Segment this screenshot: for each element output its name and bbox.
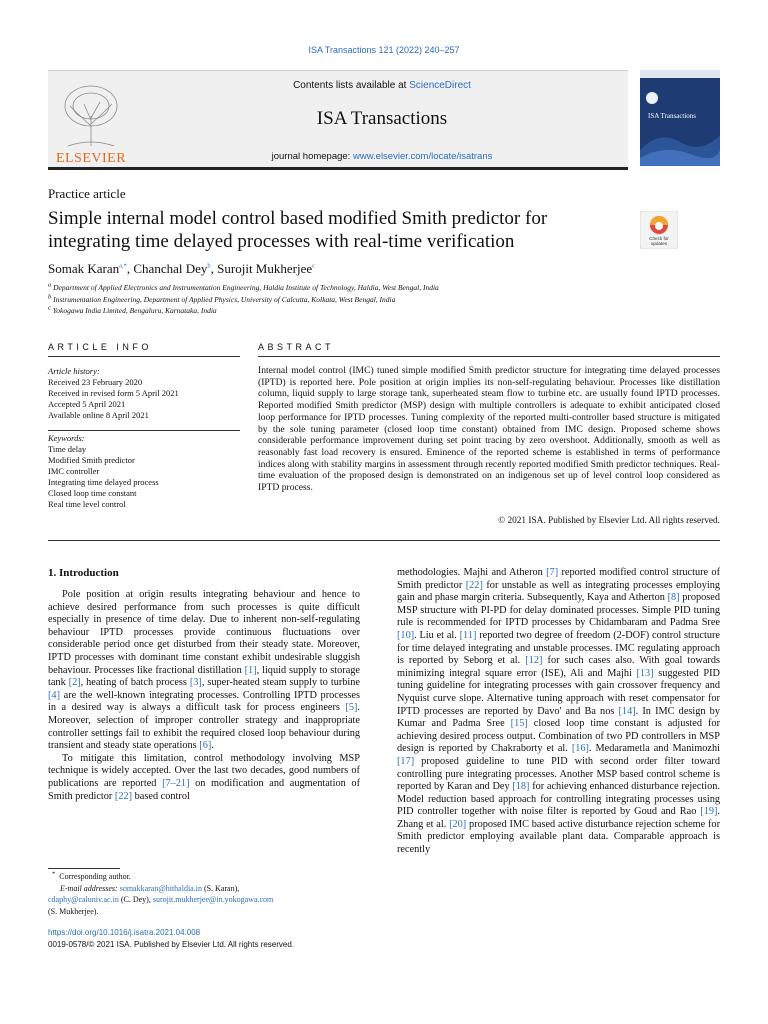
article-title-line2: integrating time delayed processes with real-time verification <box>48 231 515 252</box>
citation-link[interactable]: [2] <box>68 677 81 689</box>
corresponding-author-note <box>48 871 360 883</box>
journal-cover-image <box>640 70 720 166</box>
email-link[interactable]: somakkaran@hithaldia.in <box>119 883 202 893</box>
doi-url[interactable]: https://doi.org/10.1016/j.isatra.2021.04.008 <box>48 928 201 937</box>
email-line <box>48 894 360 906</box>
keyword-item: IMC controller <box>48 466 100 476</box>
paragraph: methodologies. Majhi and Atheron [7] reported modified control structure of Smith predictor [22] for unstable as well as integrating processes employing gain and phase margin criteria. Subsequently, Kaya and Atherton [8] proposed MSP structure with PI-PD for delay dominated processes. Simple PID tuning rule is recommended for IPTD processes by Chidambaram and Padma Sree [10]. Liu et al. [11] reported two degree of freedom (2-DOF) control structure for time delayed integrating and unstable processes. IMC regulating approach is reported by Seborg et al. [12] for such cases also. With goal towards minimizing integral square error (ISE), Ali and Majhi [13] suggested PID tuning guideline for integrating processes with gain crossover frequency and Nyquist curve slope. Alternative tuning approach with reset compensator for IPTD processes are reported by Davo' and Ba nos [14]. In IMC design by Kumar and Padma Sree [15] closed loop time constant is adjusted for achieving desired process output. Combination of two PD controllers in MSP design is reported by Chakraborty et al. [16]. Medarametla and Manimozhi [17] proposed guideline to tune PID with second order filter toward controlling pure integrating processes. Another MSP based control scheme is reported by Karan and Dey [18] for achieving enhanced disturbance rejection. Model reduction based approach for controlling integrating processes using PID controller together with noise filter is reported by Goud and Rao [19]. Zhang et al. [20] proposed IMC based active disturbance rejection scheme for Smith predictor employing available plant data. Comparable approach is recently <box>397 567 721 856</box>
corresponding-label: Corresponding author. <box>59 872 131 881</box>
email-owner: (S. Mukherjee). <box>48 906 99 916</box>
keyword-item: Real time level control <box>48 499 126 509</box>
keyword-list <box>48 433 240 510</box>
svg-text:updates: updates <box>650 241 668 246</box>
svg-text:Check for: Check for <box>649 236 669 241</box>
author-separator: , <box>210 261 218 276</box>
footnote-marker: * <box>52 870 56 878</box>
email-line <box>48 883 360 895</box>
body-column-right <box>397 567 720 857</box>
affiliation-marker: a <box>48 281 52 289</box>
citation-link[interactable]: [8] <box>667 592 680 604</box>
paragraph: Pole position at origin results integrating behaviour and hence to achieve desired performance from such processes is quite difficult especially in presence of time delay. Due to inherent non-self-regulating behaviour IPTD processes provide continuous fluctuations over considerable period once get disturbed from their steady state. Moreover, IPTD processes with dominant time constant exhibit undesirable sluggish behaviour. Processes like fractional distillation [1], liquid supply to storage tank [2], heating of batch process [3], super-heated steam supply to turbine [4] are the well-known integrating processes. Controlling IPTD processes in a desired way is always a difficult task for process engineers [5]. Moreover, selection of improper controller strategy and inappropriate controller settings fail to exhibit the required closed loop behaviour during transient and steady state operations [6]. <box>48 589 360 752</box>
section-heading-introduction: 1. Introduction <box>48 567 119 579</box>
journal-reference[interactable]: ISA Transactions 121 (2022) 240–257 <box>308 45 460 55</box>
citation-link[interactable]: [5] <box>345 702 358 714</box>
affiliation-item <box>48 305 439 317</box>
abstract-copyright: © 2021 ISA. Published by Elsevier Ltd. All rights reserved. <box>498 516 720 526</box>
email-label: E-mail addresses: <box>60 883 120 893</box>
author-separator: , <box>126 261 134 276</box>
citation-link[interactable]: [1] <box>244 664 257 676</box>
citation-link[interactable]: [6] <box>199 740 212 752</box>
article-info-heading: ARTICLE INFO <box>48 342 152 352</box>
author-name: Chanchal Dey <box>133 261 208 276</box>
homepage-line <box>136 151 628 162</box>
abstract-heading: ABSTRACT <box>258 342 335 352</box>
affiliation-list <box>48 282 439 317</box>
affiliation-item <box>48 294 439 306</box>
elsevier-wordmark: ELSEVIER <box>55 151 127 164</box>
citation-link[interactable]: [16] <box>571 743 589 755</box>
author-affiliation-marker[interactable]: c <box>312 262 316 270</box>
citation-link[interactable]: [13] <box>636 667 654 679</box>
history-label: Article history: <box>48 366 100 376</box>
citation-link[interactable]: [20] <box>449 818 467 830</box>
citation-link[interactable]: [18] <box>512 781 530 793</box>
email-link[interactable]: cdaphy@caluniv.ac.in <box>48 895 119 904</box>
article-type: Practice article <box>48 186 126 201</box>
author-list <box>48 261 315 277</box>
journal-homepage-link[interactable]: www.elsevier.com/locate/isatrans <box>352 151 493 162</box>
keyword-item: Time delay <box>48 444 87 454</box>
divider <box>48 540 720 541</box>
contents-line <box>136 80 628 91</box>
citation-link[interactable]: [11] <box>459 629 477 641</box>
author-name: Surojit Mukherjee <box>217 261 313 276</box>
article-history <box>48 366 240 421</box>
article-title <box>48 207 608 253</box>
email-owner: (S. Karan), <box>201 883 240 893</box>
citation-link[interactable]: [10] <box>397 629 415 641</box>
keyword-item: Closed loop time constant <box>48 488 137 498</box>
body-column-left <box>48 589 360 803</box>
author-name: Somak Karan <box>48 261 120 276</box>
citation-link[interactable]: [22] <box>114 790 133 802</box>
doi-link[interactable] <box>48 928 200 937</box>
history-item: Accepted 5 April 2021 <box>48 399 126 409</box>
citation-link[interactable]: [17] <box>397 755 415 767</box>
divider <box>48 430 240 431</box>
history-item: Received in revised form 5 April 2021 <box>48 388 179 398</box>
citation-link[interactable]: [7] <box>546 567 559 578</box>
keywords-label: Keywords: <box>48 433 85 443</box>
citation-link[interactable]: [14] <box>618 705 636 717</box>
citation-link[interactable]: [3] <box>189 677 202 689</box>
citation-link[interactable]: [19] <box>700 806 718 818</box>
author-affiliation-marker[interactable]: a,* <box>119 262 127 270</box>
abstract-text: Internal model control (IMC) tuned simple modified Smith predictor structure for integrating time delayed processes (IPTD) is reported here. Pole position at origin implies its non-self-regulating behaviour. Processes like distillation column, liquid supply to large storage tank, superheated steam flow to turbine etc. are usually found IPTD processes. Reported modified Smith predictor (MSP) design with multiple controllers is adequate to exhibit anticipated closed loop performance for IPTD processes. Tuning complexity of the reported multi-controller based structure is mitigated by the sole tuning parameter (closed loop time constant) obtained from IMC design. Proposed scheme shows considerable performance improvement during set point tracing by zero overshoot. Additionally, smooth as well as reasonably fast load recovery is ensured. Eminence of the reported scheme is established in terms of performance indices along with stability margins in assessment through recently reported modified Smith predictor techniques. Real-time evaluation of the proposed design is demonstrated on an indigenous set up of level control loop considered as IPTD process. <box>258 365 720 494</box>
elsevier-logo <box>48 76 134 164</box>
check-for-updates-icon[interactable] <box>640 211 678 249</box>
citation-link[interactable]: [4] <box>48 689 61 701</box>
divider <box>258 356 720 357</box>
author-affiliation-marker[interactable]: b <box>207 262 211 270</box>
contents-prefix: Contents lists available at <box>293 80 410 91</box>
article-title-line1: Simple internal model control based modified Smith predictor for <box>48 208 548 229</box>
affiliation-text: Department of Applied Electronics and Instrumentation Engineering, Haldia Institute of Technology, Haldia, West Bengal, India <box>53 283 439 292</box>
citation-link[interactable]: [22] <box>465 579 483 591</box>
affiliation-marker: b <box>48 293 52 300</box>
footnote-divider <box>48 868 120 869</box>
divider <box>48 356 240 357</box>
affiliation-text: Instrumentation Engineering, Department of Applied Physics, University of Calcutta, Kolkata, West Bengal, India <box>53 294 396 304</box>
affiliation-item <box>48 282 439 294</box>
homepage-prefix: journal homepage: <box>271 151 353 162</box>
history-item: Received 23 February 2020 <box>48 377 143 387</box>
affiliation-marker: c <box>48 304 51 312</box>
history-item: Available online 8 April 2021 <box>48 410 149 420</box>
citation-link[interactable]: [7–21] <box>162 777 190 789</box>
cover-title: ISA Transactions <box>648 112 697 120</box>
email-link[interactable]: surojit.mukherjee@in.yokogawa.com <box>152 895 274 904</box>
paragraph: To mitigate this limitation, control methodology involving MSP technique is widely accepted. Over the last two decades, good numbers of publications are reported [7–21] on modification and augmentation of Smith predictor [22] based control <box>48 752 360 802</box>
keyword-item: Integrating time delayed process <box>48 477 159 487</box>
email-owner: (C. Dey), <box>118 895 153 904</box>
issn-copyright: 0019-0578/© 2021 ISA. Published by Elsevier Ltd. All rights reserved. <box>48 940 295 949</box>
affiliation-text: Yokogawa India Limited, Bengaluru, Karnataka, India <box>52 306 217 315</box>
sciencedirect-link[interactable]: ScienceDirect <box>409 80 471 91</box>
keyword-item: Modified Smith predictor <box>48 455 135 465</box>
journal-title: ISA Transactions <box>316 108 448 129</box>
footnote <box>48 871 360 917</box>
citation-link[interactable]: [12] <box>525 655 543 667</box>
citation-link[interactable]: [15] <box>510 718 528 730</box>
